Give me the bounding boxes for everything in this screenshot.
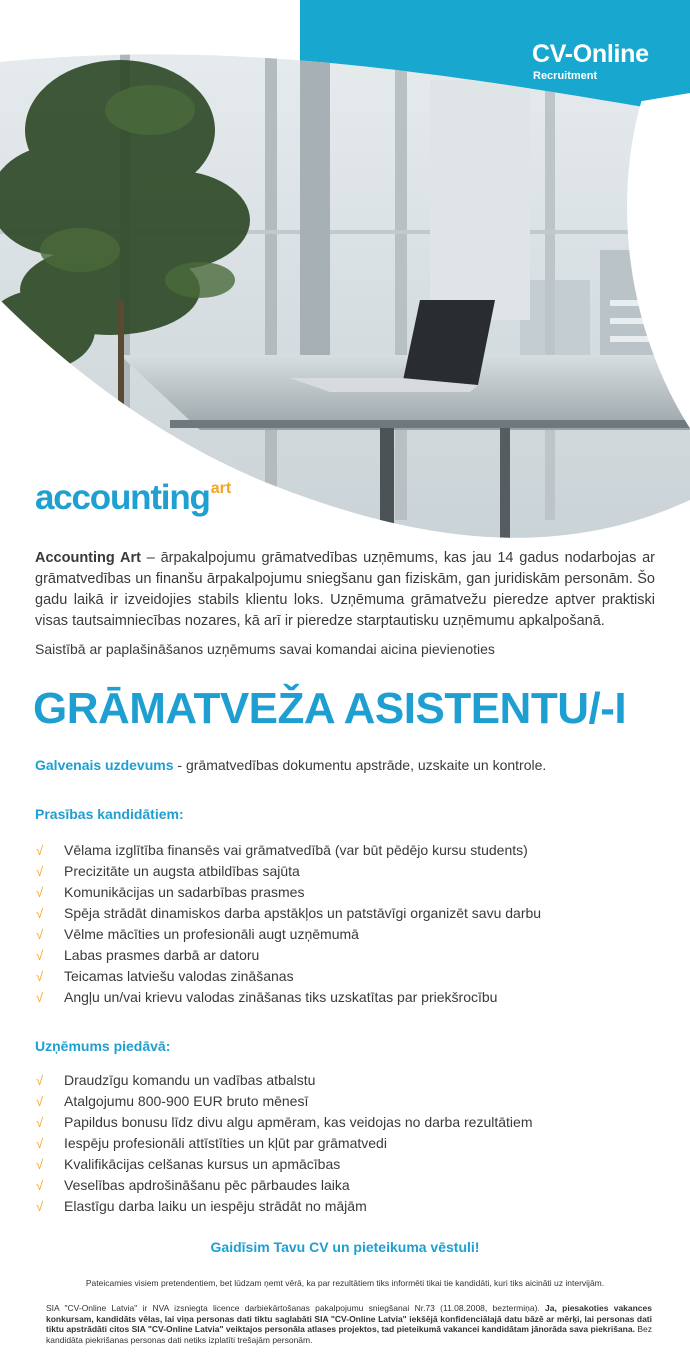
requirements-title: Prasības kandidātiem: bbox=[35, 806, 184, 822]
check-icon: √ bbox=[36, 864, 44, 879]
company-intro bbox=[35, 548, 655, 632]
list-item-text: Vēlme mācīties un profesionāli augt uzņēmumā bbox=[64, 926, 359, 942]
requirements-list bbox=[35, 840, 541, 1008]
list-item-text: Teicamas latviešu valodas zināšanas bbox=[64, 968, 294, 984]
invite-text: Saistībā ar paplašināšanos uzņēmums savai komandai aicina pievienoties bbox=[35, 641, 495, 657]
list-item-text: Papildus bonusu līdz divu algu apmēram, kas veidojas no darba rezultātiem bbox=[64, 1114, 533, 1130]
list-item bbox=[35, 882, 541, 903]
list-item bbox=[35, 924, 541, 945]
legal-license: SIA "CV-Online Latvia" ir NVA izsniegta licence darbiekārtošanas pakalpojumu sniegšanai Nr.73 (11.08.2008, beztermiņa). bbox=[46, 1303, 546, 1313]
duties-label: Galvenais uzdevums bbox=[35, 757, 174, 773]
check-icon: √ bbox=[36, 1073, 44, 1088]
cv-online-logo bbox=[486, 30, 676, 90]
list-item-text: Veselības apdrošināšanu pēc pārbaudes laika bbox=[64, 1177, 350, 1193]
list-item bbox=[35, 945, 541, 966]
call-to-action: Gaidīsim Tavu CV un pieteikuma vēstuli! bbox=[210, 1239, 480, 1255]
client-logo-sup: art bbox=[210, 480, 232, 497]
accounting-art-logo bbox=[35, 478, 231, 522]
list-item bbox=[35, 1175, 533, 1196]
main-duties bbox=[35, 757, 546, 773]
list-item-text: Precizitāte un augsta atbildības sajūta bbox=[64, 863, 300, 879]
list-item bbox=[35, 966, 541, 987]
check-icon: √ bbox=[36, 1199, 44, 1214]
list-item bbox=[35, 1091, 533, 1112]
list-item bbox=[35, 1154, 533, 1175]
list-item-text: Spēja strādāt dinamiskos darba apstākļos un patstāvīgi organizēt savu darbu bbox=[64, 905, 542, 921]
list-item bbox=[35, 1070, 533, 1091]
list-item-text: Labas prasmes darbā ar datoru bbox=[64, 947, 260, 963]
list-item bbox=[35, 1133, 533, 1154]
offers-title: Uzņēmums piedāvā: bbox=[35, 1038, 171, 1054]
legal-privacy: Bez kandidāta piekrišanas personas dati netiks izplatīti trešajām personām. bbox=[46, 1324, 652, 1345]
list-item-text: Komunikācijas un sadarbības prasmes bbox=[64, 884, 305, 900]
legal-consent: Ja, piesakoties vakances konkursam, kandidāts vēlas, lai viņa personas dati tiktu saglabāti SIA "CV-Online Latvia" iekšējā konfidenciālajā datu bāzē ar mērķi, lai personas dati tiktu apstrādāti citos SIA "CV-Online Latvia" veiktajos personāla atlases projektos, tad pieteikumā vakancei kandidātam jānorāda sava piekrišana. bbox=[46, 1303, 652, 1335]
hero-banner bbox=[0, 0, 690, 545]
cv-online-mark-icon bbox=[486, 30, 690, 545]
check-icon: √ bbox=[36, 1178, 44, 1193]
list-item-text: Atalgojumu 800-900 EUR bruto mēnesī bbox=[64, 1093, 309, 1109]
list-item bbox=[35, 987, 541, 1008]
check-icon: √ bbox=[36, 1157, 44, 1172]
list-item bbox=[35, 1112, 533, 1133]
check-icon: √ bbox=[36, 1136, 44, 1151]
list-item-text: Kvalifikācijas celšanas kursus un apmācības bbox=[64, 1156, 341, 1172]
check-icon: √ bbox=[36, 885, 44, 900]
list-item-text: Iespēju profesionāli attīstīties un kļūt par grāmatvedi bbox=[64, 1135, 387, 1151]
check-icon: √ bbox=[36, 990, 44, 1005]
list-item bbox=[35, 1196, 533, 1217]
job-title: GRĀMATVEŽA ASISTENTU/-I bbox=[33, 684, 627, 733]
list-item bbox=[35, 861, 541, 882]
check-icon: √ bbox=[36, 1094, 44, 1109]
list-item bbox=[35, 840, 541, 861]
check-icon: √ bbox=[36, 948, 44, 963]
offers-list bbox=[35, 1070, 533, 1217]
brand-tagline: Recruitment bbox=[533, 70, 598, 82]
legal-notice bbox=[46, 1303, 652, 1345]
check-icon: √ bbox=[36, 969, 44, 984]
list-item-text: Draudzīgu komandu un vadības atbalstu bbox=[64, 1072, 316, 1088]
list-item bbox=[35, 903, 541, 924]
check-icon: √ bbox=[36, 906, 44, 921]
duties-text: - grāmatvedības dokumentu apstrāde, uzskaite un kontrole. bbox=[173, 757, 547, 773]
brand-name: CV-Online bbox=[532, 40, 649, 68]
check-icon: √ bbox=[36, 843, 44, 858]
company-description: – ārpakalpojumu grāmatvedības uzņēmums, kas jau 14 gadus nodarbojas ar grāmatvedības un finanšu ārpakalpojumu sniegšanu gan fiziskām, gan juridiskām personām. Šo gadu laikā ir izveidojies stabils klientu loks. Uzņēmuma grāmatvežu pieredze aptver praktiski visas tautsaimniecības nozares, kā arī ir pieredze starptautisku uzņēmumu apkalpošanā. bbox=[35, 550, 655, 629]
list-item-text: Angļu un/vai krievu valodas zināšanas tiks uzskatītas par priekšrocību bbox=[64, 989, 498, 1005]
check-icon: √ bbox=[36, 927, 44, 942]
company-name: Accounting Art bbox=[35, 550, 141, 566]
check-icon: √ bbox=[36, 1115, 44, 1130]
client-logo-main: accounting bbox=[35, 478, 210, 517]
list-item-text: Elastīgu darba laiku un iespēju strādāt no mājām bbox=[64, 1198, 367, 1214]
list-item-text: Vēlama izglītība finansēs vai grāmatvedībā (var būt pēdējo kursu students) bbox=[64, 842, 528, 858]
candidate-note: Pateicamies visiem pretendentiem, bet lūdzam ņemt vērā, ka par rezultātiem tiks informēti tikai tie kandidāti, kuri tiks aicināti uz intervijām. bbox=[85, 1278, 605, 1288]
